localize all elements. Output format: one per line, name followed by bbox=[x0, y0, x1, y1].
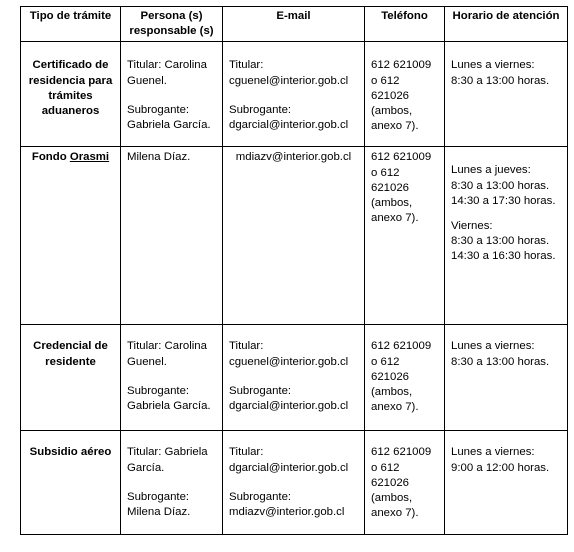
email-address: mdiazv@interior.gob.cl bbox=[235, 151, 352, 164]
cell-horario bbox=[445, 325, 568, 431]
table-header-row bbox=[21, 7, 568, 42]
email-titular-label: Titular: bbox=[229, 59, 264, 72]
cell-horario bbox=[445, 147, 568, 325]
email-titular: cguenel@interior.gob.cl bbox=[229, 355, 349, 368]
email-titular: cguenel@interior.gob.cl bbox=[229, 74, 349, 87]
cell-telefono bbox=[365, 431, 445, 535]
table-row bbox=[21, 325, 568, 431]
tipo-text: Credencial de residente bbox=[33, 340, 108, 368]
horario-horas: 9:00 a 12:00 horas. bbox=[451, 461, 550, 474]
horario-horas: 8:30 a 13:00 horas. bbox=[451, 179, 550, 192]
email-subrogante-label: Subrogante: bbox=[229, 490, 292, 503]
horario-viernes: Viernes: bbox=[451, 220, 493, 233]
persona-subrogante: Subrogante: Milena Díaz. bbox=[127, 490, 191, 519]
email-subrogante-label: Subrogante: bbox=[229, 384, 292, 397]
cell-tipo bbox=[21, 147, 121, 325]
email-titular-label: Titular: bbox=[229, 340, 264, 353]
email-subrogante: dgarcial@interior.gob.cl bbox=[229, 400, 349, 413]
email-subrogante: dgarcial@interior.gob.cl bbox=[229, 119, 349, 132]
cell-horario bbox=[445, 431, 568, 535]
persona-subrogante: Subrogante: Gabriela García. bbox=[127, 384, 211, 413]
persona-subrogante: Subrogante: Gabriela García. bbox=[127, 103, 211, 132]
header-telefono: Teléfono bbox=[365, 7, 445, 42]
horario-dias: Lunes a jueves: bbox=[451, 164, 531, 177]
persona-titular: Titular: Carolina Guenel. bbox=[127, 59, 207, 87]
persona-titular: Titular: Carolina Guenel. bbox=[127, 340, 207, 368]
horario-horas: 8:30 a 13:00 horas. bbox=[451, 355, 550, 368]
cell-telefono bbox=[365, 147, 445, 325]
cell-email bbox=[223, 431, 365, 535]
cell-horario bbox=[445, 42, 568, 147]
tramites-table bbox=[20, 6, 568, 535]
cell-persona bbox=[121, 431, 223, 535]
header-horario: Horario de atención bbox=[445, 7, 568, 42]
table-row bbox=[21, 147, 568, 325]
horario-dias: Lunes a viernes: bbox=[451, 446, 535, 459]
cell-telefono bbox=[365, 42, 445, 147]
email-subrogante-label: Subrogante: bbox=[229, 103, 292, 116]
header-tipo: Tipo de trámite bbox=[21, 7, 121, 42]
horario-viernes-horas: 8:30 a 13:00 horas. bbox=[451, 235, 550, 248]
cell-persona bbox=[121, 325, 223, 431]
tipo-text-a: Fondo bbox=[31, 151, 70, 164]
telefono-text: 612 621009 o 612 621026 (ambos, anexo 7). bbox=[371, 340, 432, 414]
tipo-text-b: Orasmi bbox=[69, 151, 110, 164]
table-row bbox=[21, 42, 568, 147]
header-persona: Persona (s) responsable (s) bbox=[121, 7, 223, 42]
horario-dias: Lunes a viernes: bbox=[451, 59, 535, 72]
tipo-text: Certificado de residencia para trámites aduaneros bbox=[28, 59, 113, 118]
telefono-text: 612 621009 o 612 621026 (ambos, anexo 7). bbox=[371, 151, 432, 225]
cell-persona bbox=[121, 42, 223, 147]
cell-tipo bbox=[21, 42, 121, 147]
horario-horas: 8:30 a 13:00 horas. bbox=[451, 74, 550, 87]
persona-name: Milena Díaz. bbox=[127, 151, 191, 164]
table-row bbox=[21, 431, 568, 535]
cell-tipo bbox=[21, 325, 121, 431]
horario-horas-tarde: 14:30 a 17:30 horas. bbox=[451, 194, 556, 207]
email-titular: dgarcial@interior.gob.cl bbox=[229, 461, 349, 474]
horario-viernes-tarde: 14:30 a 16:30 horas. bbox=[451, 250, 556, 263]
email-titular-label: Titular: bbox=[229, 446, 264, 459]
cell-email bbox=[223, 42, 365, 147]
tipo-text: Subsidio aéreo bbox=[29, 446, 112, 459]
cell-tipo bbox=[21, 431, 121, 535]
email-subrogante: mdiazv@interior.gob.cl bbox=[229, 506, 345, 519]
header-email: E-mail bbox=[223, 7, 365, 42]
cell-email bbox=[223, 147, 365, 325]
telefono-text: 612 621009 o 612 621026 (ambos, anexo 7). bbox=[371, 446, 432, 520]
cell-persona bbox=[121, 147, 223, 325]
persona-titular: Titular: Gabriela García. bbox=[127, 446, 208, 474]
cell-email bbox=[223, 325, 365, 431]
horario-dias: Lunes a viernes: bbox=[451, 340, 535, 353]
telefono-text: 612 621009 o 612 621026 (ambos, anexo 7). bbox=[371, 59, 432, 133]
cell-telefono bbox=[365, 325, 445, 431]
